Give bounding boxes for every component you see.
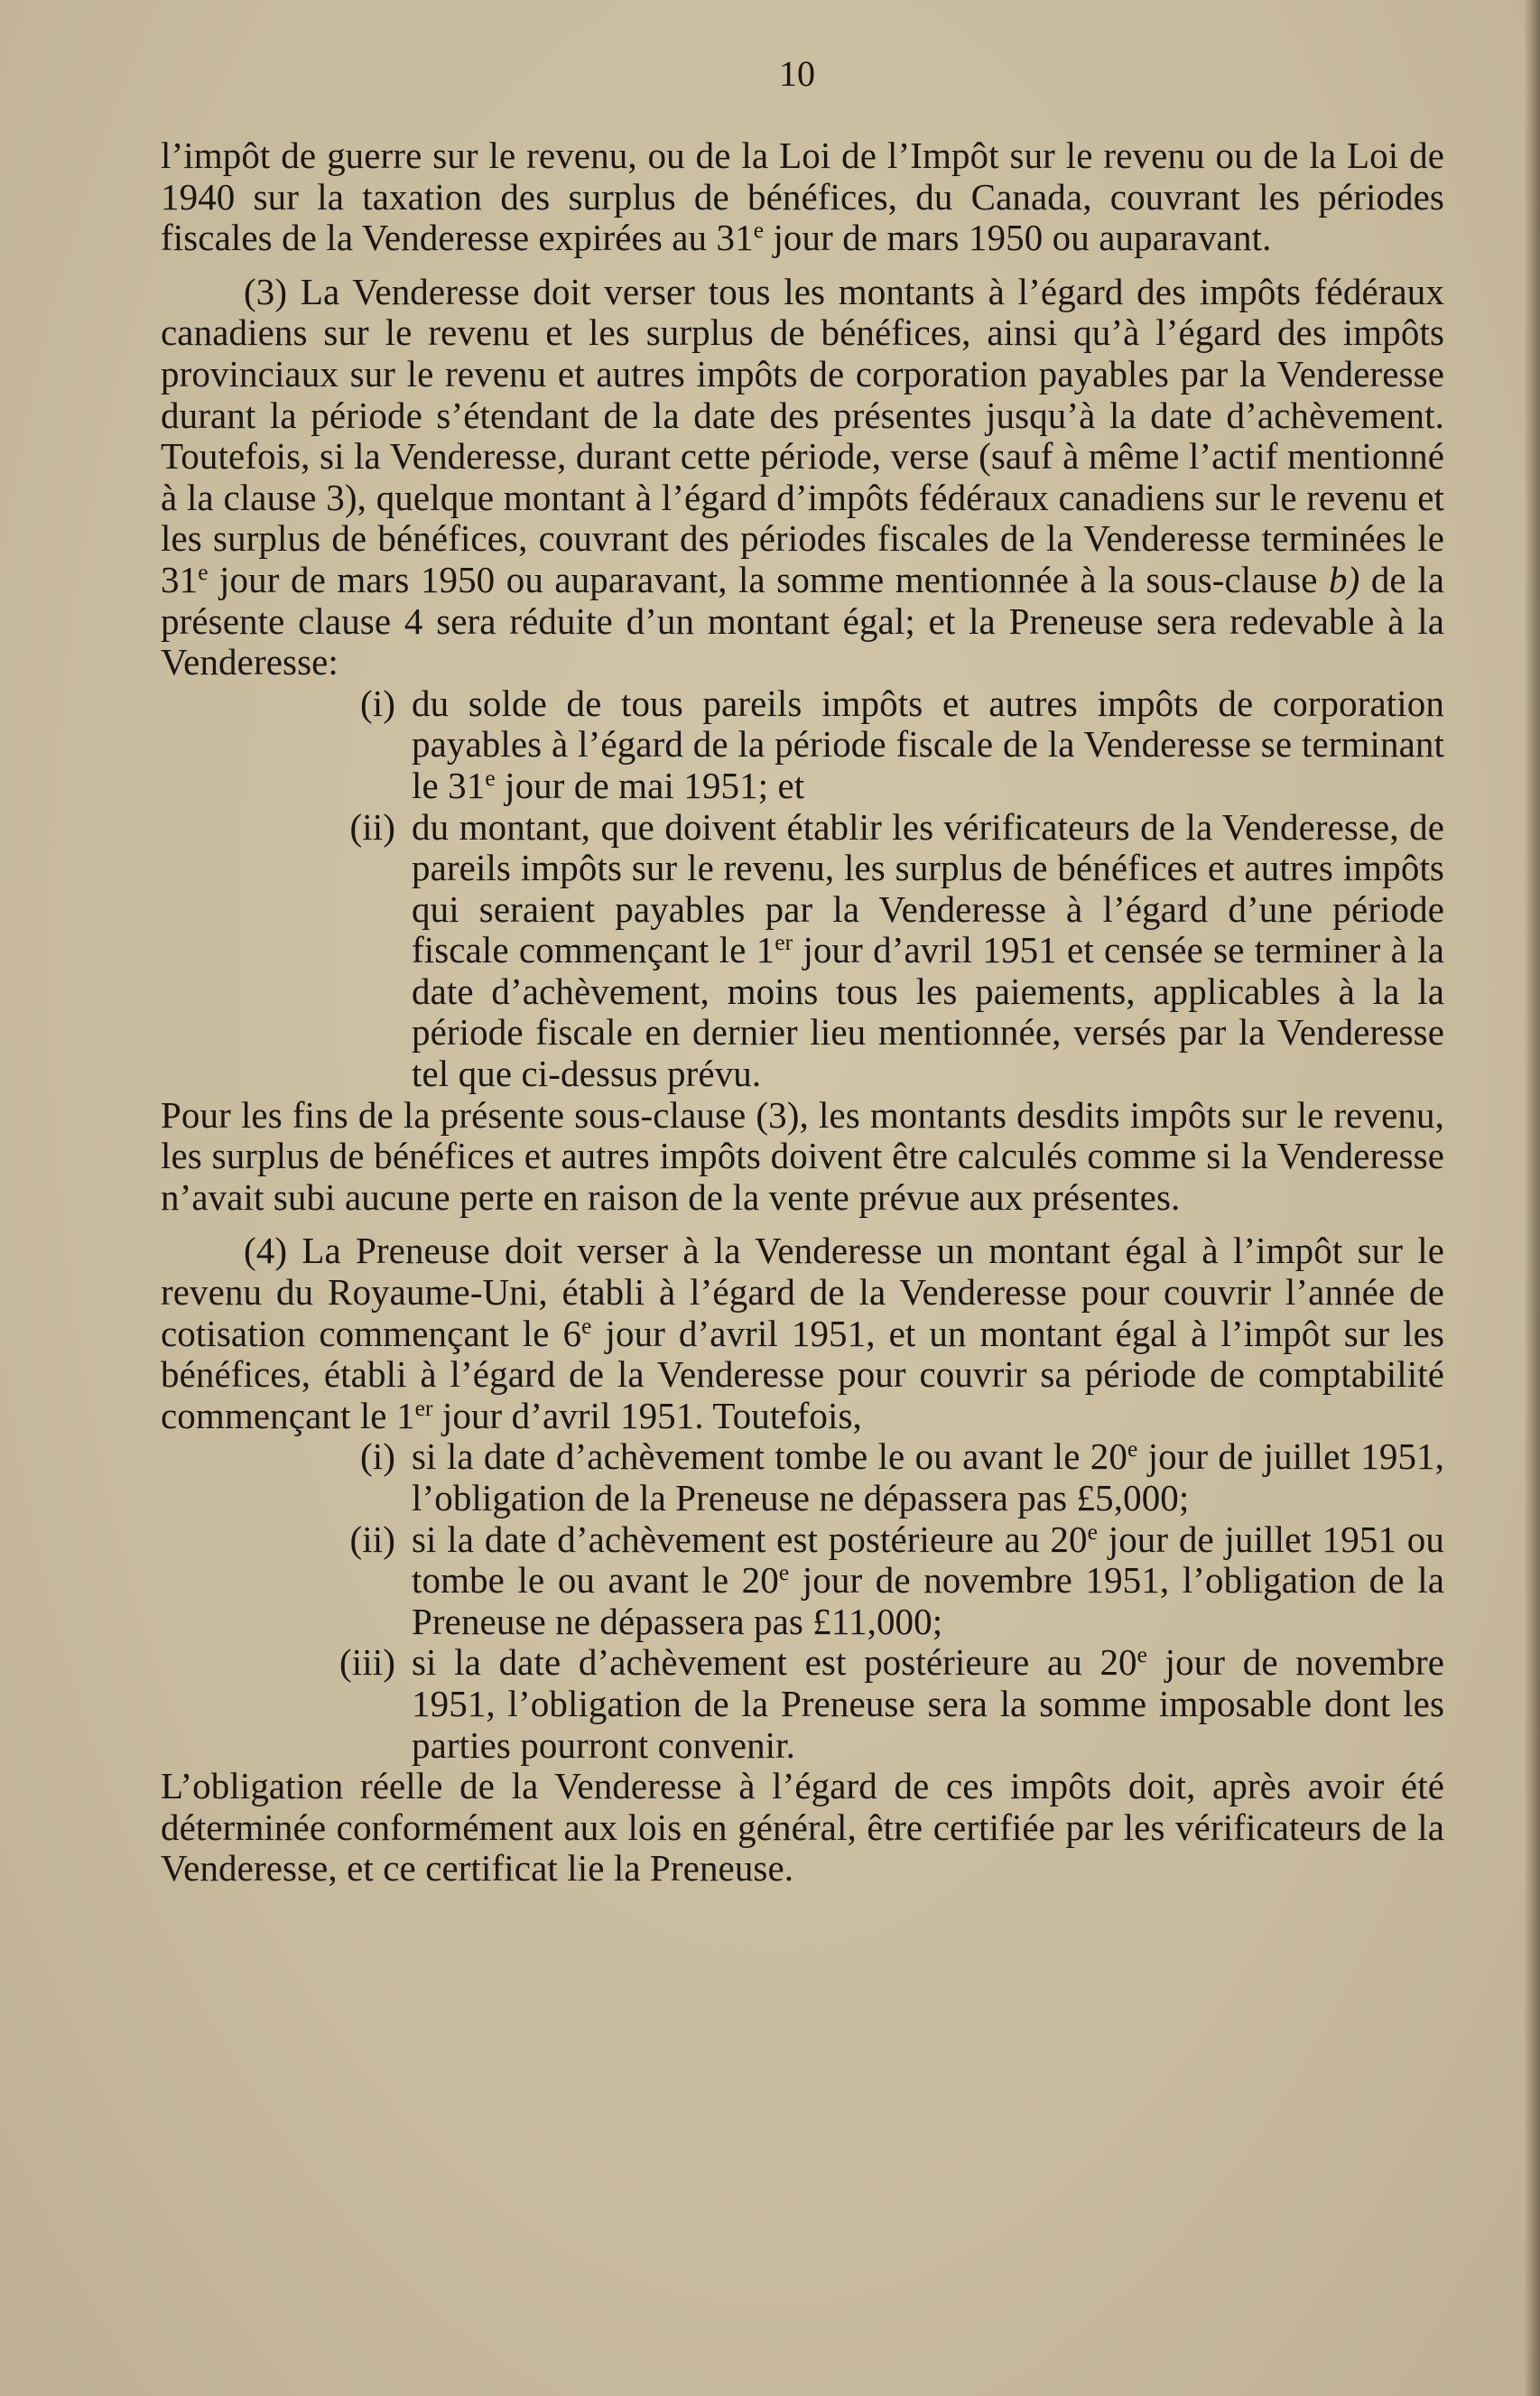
body-text [161,135,1444,1890]
clause-4-item-ii: (ii) si la date d’achèvement est postérieure au 20e jour de juillet 1951 ou tombe le ou avant le 20e jour de novembre 1951, l’obligation de la Preneuse ne dépassera pas £11,000; [349,1518,1445,1642]
clause-3-paragraph: (3) La Venderesse doit verser tous les montants à l’égard des impôts fédéraux canadiens sur le revenu et les surplus de bénéfices, ainsi qu’à l’égard des impôts provinciaux sur le revenu et autres impôts de corporation payables par la Venderesse durant la période s’étendant de la date des présentes jusqu’à la date d’achèvement. Toutefois, si la Venderesse, durant cette période, verse (sauf à même l’actif mentionné à la clause 3), quelque montant à l’égard d’impôts fédéraux canadiens sur le revenu et les surplus de bénéfices, couvrant des périodes fiscales de la Venderesse terminées le 31e jour de mars 1950 ou auparavant, la somme mentionnée à la sous-clause b) de la présente clause 4 sera réduite d’un montant égal; et la Preneuse sera redevable à la Venderesse: [161,270,1444,683]
clause-4-item-i: (i) si la date d’achèvement tombe le ou avant le 20e jour de juillet 1951, l’obligation de la Preneuse ne dépassera pas £5,000; [360,1435,1444,1518]
page-number: 10 [779,53,815,94]
clause-3-item-i: (i) du solde de tous pareils impôts et autres impôts de corporation payables à l’égard de la période fiscale de la Venderesse se terminant le 31e jour de mai 1951; et [360,682,1444,806]
clause-3-item-ii: (ii) du montant, que doivent établir les vérificateurs de la Venderesse, de pareils impôts sur le revenu, les surplus de bénéfices et autres impôts qui seraient payables par la Venderesse à l’égard d’une période fiscale commençant le 1er jour d’avril 1951 et censée se terminer à la date d’achèvement, moins tous les paiements, applicables à la la période fiscale en dernier lieu mentionnée, versés par la Venderesse tel que ci-dessus prévu. [349,805,1445,1095]
clause-3-closing: Pour les fins de la présente sous-clause (3), les montants desdits impôts sur le revenu, les surplus de bénéfices et autres impôts doivent être calculés comme si la Venderesse n’avait subi aucune perte en raison de la vente prévue aux présentes. [161,1093,1444,1218]
intro-paragraph: l’impôt de guerre sur le revenu, ou de la Loi de l’Impôt sur le revenu ou de la Loi de 1940 sur la taxation des surplus de bénéfices, du Canada, couvrant les périodes fiscales de la Venderesse expirées au 31e jour de mars 1950 ou auparavant. [161,135,1444,259]
clause-4-paragraph: (4) La Preneuse doit verser à la Venderesse un montant égal à l’impôt sur le revenu du Royaume-Uni, établi à l’égard de la Venderesse pour couvrir l’année de cotisation commençant le 6e jour d’avril 1951, et un montant égal à l’impôt sur les bénéfices, établi à l’égard de la Venderesse pour couvrir sa période de comptabilité commençant le 1er jour d’avril 1951. Toutefois, [161,1230,1444,1436]
clause-4-item-iii: (iii) si la date d’achèvement est postérieure au 20e jour de novembre 1951, l’obligation de la Preneuse sera la somme imposable dont les parties pourront convenir. [339,1641,1445,1766]
clause-4-closing: L’obligation réelle de la Venderesse à l’égard de ces impôts doit, après avoir été déterminée conformément aux lois en général, être certifiée par les vérificateurs de la Venderesse, et ce certificat lie la Preneuse. [161,1765,1444,1890]
page-edge-shadow [1524,0,1540,2396]
